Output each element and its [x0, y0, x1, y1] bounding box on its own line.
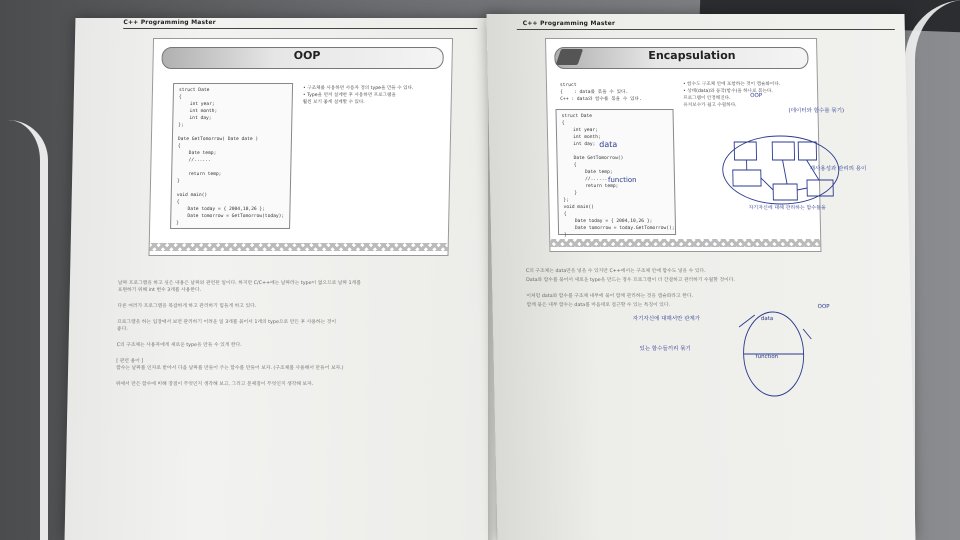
running-header: C++ Programming Master	[123, 19, 216, 26]
header-rule	[123, 28, 477, 29]
circle-function-label: function	[755, 354, 779, 360]
slide-diamond-border	[550, 239, 820, 247]
cable-right	[905, 0, 960, 540]
handwritten-data: data	[599, 140, 618, 149]
handwritten-note-2: 있는 함수들끼리 묶기	[639, 346, 691, 352]
code-block: struct Date { int year; int month; int day; }; Date GetTomorrow( Date date ) { Date temp; //...... return temp; } void main() { Date today = { 2004,10,26 }; Date tomorrow = GetTomorrow(today); }	[170, 83, 293, 229]
slide-bullets	[683, 81, 781, 109]
paragraph: 이처럼 data와 함수를 구조체 내부에 묶어 함께 관리하는 것을 캡슐화라고 한다.	[526, 294, 694, 299]
running-header: C++ Programming Master	[522, 20, 616, 27]
paragraph: 날짜 프로그램을 하고 싶은 내용은 날짜와 관련된 일이다. 하지만 C/C++에는 날짜라는 type이 없으므로 날짜 1개를	[117, 281, 361, 286]
paragraph: 다른 여러가 프로그램을 복잡하게 하고 관리하기 힘들게 하고 있다.	[117, 304, 257, 309]
handwritten-oop: OOP	[750, 93, 763, 99]
handwritten-encapsulation-note: (데이터와 함수를 묶기)	[788, 108, 845, 114]
paragraph: Data와 함수를 묶어서 새로운 type을 만드는 경우 프로그램이 더 간결하고 관리하기 수월할 것이다.	[526, 278, 735, 283]
bullet-2: • 상태(data)와 동작(함수)을 하나로 묶는다.	[683, 89, 773, 94]
right-body-text	[526, 268, 736, 318]
circle-data-label: data	[760, 316, 774, 322]
handwritten-function: function	[607, 176, 637, 184]
slide-bullets	[303, 85, 414, 106]
encapsulation-slide	[545, 38, 821, 252]
paragraph: [ 관련 용어 ]	[116, 359, 144, 364]
bullet-3: 프로그램이 안정해진다.	[683, 96, 731, 101]
bullet-1: • 함수도 구조체 안에 포함하는 것이 캡슐화이다.	[682, 82, 781, 87]
bullet-1: • 구조체를 사용하면 사용자 정의 type을 만들 수 있다.	[302, 86, 414, 91]
code-block: struct Date { int year; int month; int day; Date GetTomorrow() { Date temp; //...... return temp; } }; void main() { Date today = { 2004,10,26 }; Date tomorrow = today.GetTomorrow(); }	[555, 109, 676, 235]
left-body-text	[116, 280, 361, 397]
slide-diamond-border	[150, 243, 448, 251]
bullet-3: 훨씬 보기 좋게 설계할 수 있다.	[302, 100, 365, 105]
right-page	[486, 14, 915, 540]
cable-left	[0, 120, 48, 540]
slide-title: OOP	[293, 49, 321, 62]
handwritten-oop-label: OOP	[817, 304, 830, 310]
handwritten-note-1: 자기자신에 대해서만 관계가	[632, 316, 701, 322]
oop-slide	[148, 38, 453, 256]
handwritten-diagram-note: 재사용성과 관리의 용이	[809, 166, 867, 172]
paragraph: 함께 묶은 내부 함수는 data를 마음대로 접근할 수 있는 특징이 있다.	[526, 303, 671, 308]
paragraph: C의 구조체는 data만을 넣을 수 있지만 C++에서는 구조체 안에 함수도 넣을 수 있다.	[525, 269, 706, 274]
left-page	[65, 18, 508, 540]
bullet-4: 유지보수가 쉽고 수월하다.	[683, 103, 737, 108]
slide-title: Encapsulation	[648, 49, 736, 62]
paragraph: 프로그램을 하는 입장에서 보면 관리하기 어려운 일 3개를 묶어서 1개의 type으로 만든 후 사용하는 것이	[117, 320, 337, 325]
handwritten-note-3: 자기자신에 대해 관리하는 함수들을	[748, 205, 826, 211]
paragraph: 좋다.	[116, 327, 128, 332]
paragraph: 위에서 만든 함수에 비해 장점이 무엇인지 생각해 보고, 그리고 문제점이 무엇인지 생각해 보자.	[115, 382, 314, 387]
paragraph: 함수는 날짜를 인자로 받아서 다음 날짜를 만들어 주는 함수를 만들어 보자. (구조체를 사용해서 만들어 보자.)	[116, 366, 344, 371]
top-code: struct { : data를 묶을 수 있다. C++ : data와 함수를 묶을 수 있다.	[559, 83, 642, 102]
paragraph: C의 구조체는 사용자에게 새로운 type을 만들 수 있게 한다.	[116, 343, 242, 348]
paragraph: 표현하기 위해 int 변수 3개를 사용한다.	[117, 288, 202, 293]
header-rule	[517, 29, 895, 30]
bullet-2: • Type을 먼저 설계한 후 사용하면 프로그램을	[302, 93, 396, 98]
